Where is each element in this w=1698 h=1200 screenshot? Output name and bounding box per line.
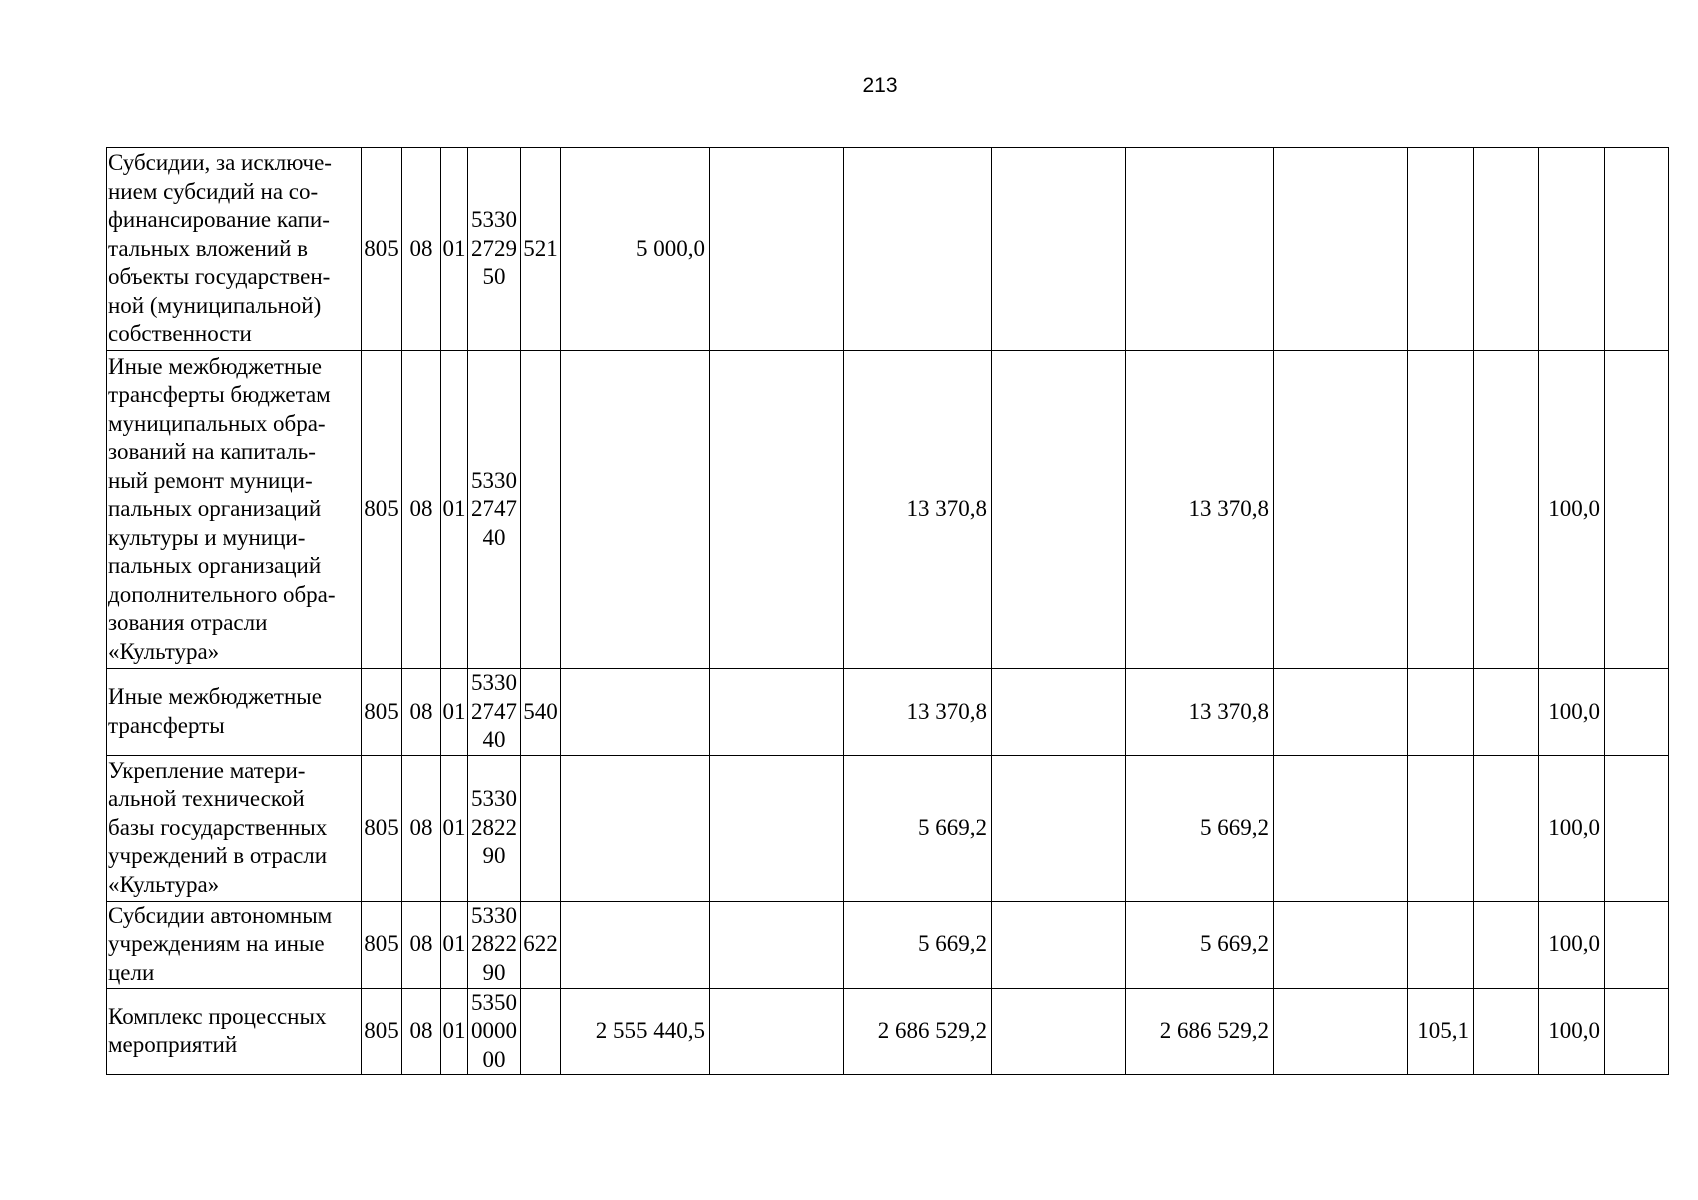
cell-value-9: 100,0 <box>1539 669 1605 756</box>
row-name: Иные межбюджетные трансферты бюджетам муниципальных обра- зований на капиталь- ный ремонт муници- пальных организаций культуры и муници- пальных организаций дополнительного обра- зования отрасли «Культура» <box>107 351 362 669</box>
cell-value-1: 5 000,0 <box>561 148 710 351</box>
cell-value-2 <box>710 901 844 988</box>
cell-value-9: 100,0 <box>1539 351 1605 669</box>
cell-value-1 <box>561 901 710 988</box>
cell-value-10 <box>1605 351 1669 669</box>
table-row <box>107 148 1669 351</box>
row-name: Укрепление матери- альной технической базы государственных учреждений в отрасли «Культура» <box>107 755 362 901</box>
cell-value-8 <box>1474 901 1539 988</box>
cell-value-6 <box>1274 351 1408 669</box>
cell-rz: 08 <box>402 901 441 988</box>
cell-vr <box>521 351 561 669</box>
cell-value-5: 13 370,8 <box>1126 351 1274 669</box>
cell-value-4 <box>992 351 1126 669</box>
cell-csr: 5330 2822 90 <box>468 901 521 988</box>
table-row <box>107 669 1669 756</box>
cell-value-8 <box>1474 669 1539 756</box>
cell-value-4 <box>992 148 1126 351</box>
cell-rz: 08 <box>402 988 441 1075</box>
row-name: Иные межбюджетные трансферты <box>107 669 362 756</box>
cell-rz: 08 <box>402 148 441 351</box>
cell-value-5: 5 669,2 <box>1126 755 1274 901</box>
cell-value-1: 2 555 440,5 <box>561 988 710 1075</box>
row-name: Комплекс процессных мероприятий <box>107 988 362 1075</box>
cell-rz: 08 <box>402 669 441 756</box>
cell-value-7 <box>1408 669 1474 756</box>
cell-value-5: 5 669,2 <box>1126 901 1274 988</box>
cell-pr: 01 <box>441 148 468 351</box>
cell-value-10 <box>1605 988 1669 1075</box>
cell-value-8 <box>1474 351 1539 669</box>
cell-value-8 <box>1474 988 1539 1075</box>
row-name: Субсидии автономным учреждениям на иные цели <box>107 901 362 988</box>
cell-gr: 805 <box>362 351 402 669</box>
cell-csr: 5330 2822 90 <box>468 755 521 901</box>
budget-table <box>106 147 1669 1075</box>
page-number: 213 <box>862 74 898 97</box>
cell-value-6 <box>1274 901 1408 988</box>
row-name: Субсидии, за исключе- нием субсидий на со- финансирование капи- тальных вложений в объекты государствен- ной (муниципальной) собственности <box>107 148 362 351</box>
cell-value-5 <box>1126 148 1274 351</box>
cell-value-4 <box>992 755 1126 901</box>
cell-pr: 01 <box>441 351 468 669</box>
cell-value-5: 13 370,8 <box>1126 669 1274 756</box>
cell-value-2 <box>710 755 844 901</box>
cell-value-3 <box>844 148 992 351</box>
cell-value-10 <box>1605 901 1669 988</box>
cell-value-1 <box>561 351 710 669</box>
cell-value-2 <box>710 148 844 351</box>
cell-value-9 <box>1539 148 1605 351</box>
cell-gr: 805 <box>362 988 402 1075</box>
cell-csr: 5330 2729 50 <box>468 148 521 351</box>
cell-value-4 <box>992 988 1126 1075</box>
cell-pr: 01 <box>441 669 468 756</box>
cell-gr: 805 <box>362 755 402 901</box>
cell-value-3: 5 669,2 <box>844 901 992 988</box>
cell-vr: 540 <box>521 669 561 756</box>
cell-value-3: 13 370,8 <box>844 669 992 756</box>
cell-gr: 805 <box>362 148 402 351</box>
cell-gr: 805 <box>362 669 402 756</box>
cell-value-7 <box>1408 901 1474 988</box>
cell-gr: 805 <box>362 901 402 988</box>
table-body <box>107 148 1669 1075</box>
table-row <box>107 755 1669 901</box>
cell-pr: 01 <box>441 901 468 988</box>
cell-rz: 08 <box>402 351 441 669</box>
cell-value-5: 2 686 529,2 <box>1126 988 1274 1075</box>
cell-csr: 5330 2747 40 <box>468 351 521 669</box>
cell-value-3: 5 669,2 <box>844 755 992 901</box>
cell-value-6 <box>1274 755 1408 901</box>
cell-value-9: 100,0 <box>1539 988 1605 1075</box>
cell-value-3: 2 686 529,2 <box>844 988 992 1075</box>
cell-value-10 <box>1605 669 1669 756</box>
cell-pr: 01 <box>441 988 468 1075</box>
cell-value-8 <box>1474 755 1539 901</box>
cell-value-7: 105,1 <box>1408 988 1474 1075</box>
cell-csr: 5350 0000 00 <box>468 988 521 1075</box>
cell-vr: 622 <box>521 901 561 988</box>
cell-rz: 08 <box>402 755 441 901</box>
cell-value-3: 13 370,8 <box>844 351 992 669</box>
table-row <box>107 901 1669 988</box>
cell-value-6 <box>1274 148 1408 351</box>
table-row <box>107 988 1669 1075</box>
cell-value-8 <box>1474 148 1539 351</box>
cell-value-1 <box>561 669 710 756</box>
cell-value-7 <box>1408 351 1474 669</box>
cell-value-6 <box>1274 988 1408 1075</box>
cell-vr: 521 <box>521 148 561 351</box>
cell-value-10 <box>1605 755 1669 901</box>
cell-csr: 5330 2747 40 <box>468 669 521 756</box>
cell-value-10 <box>1605 148 1669 351</box>
cell-value-9: 100,0 <box>1539 901 1605 988</box>
cell-value-6 <box>1274 669 1408 756</box>
cell-value-9: 100,0 <box>1539 755 1605 901</box>
cell-value-1 <box>561 755 710 901</box>
cell-value-2 <box>710 351 844 669</box>
cell-value-7 <box>1408 755 1474 901</box>
cell-value-2 <box>710 988 844 1075</box>
cell-value-7 <box>1408 148 1474 351</box>
table-row <box>107 351 1669 669</box>
cell-vr <box>521 988 561 1075</box>
cell-pr: 01 <box>441 755 468 901</box>
cell-vr <box>521 755 561 901</box>
cell-value-2 <box>710 669 844 756</box>
cell-value-4 <box>992 669 1126 756</box>
cell-value-4 <box>992 901 1126 988</box>
